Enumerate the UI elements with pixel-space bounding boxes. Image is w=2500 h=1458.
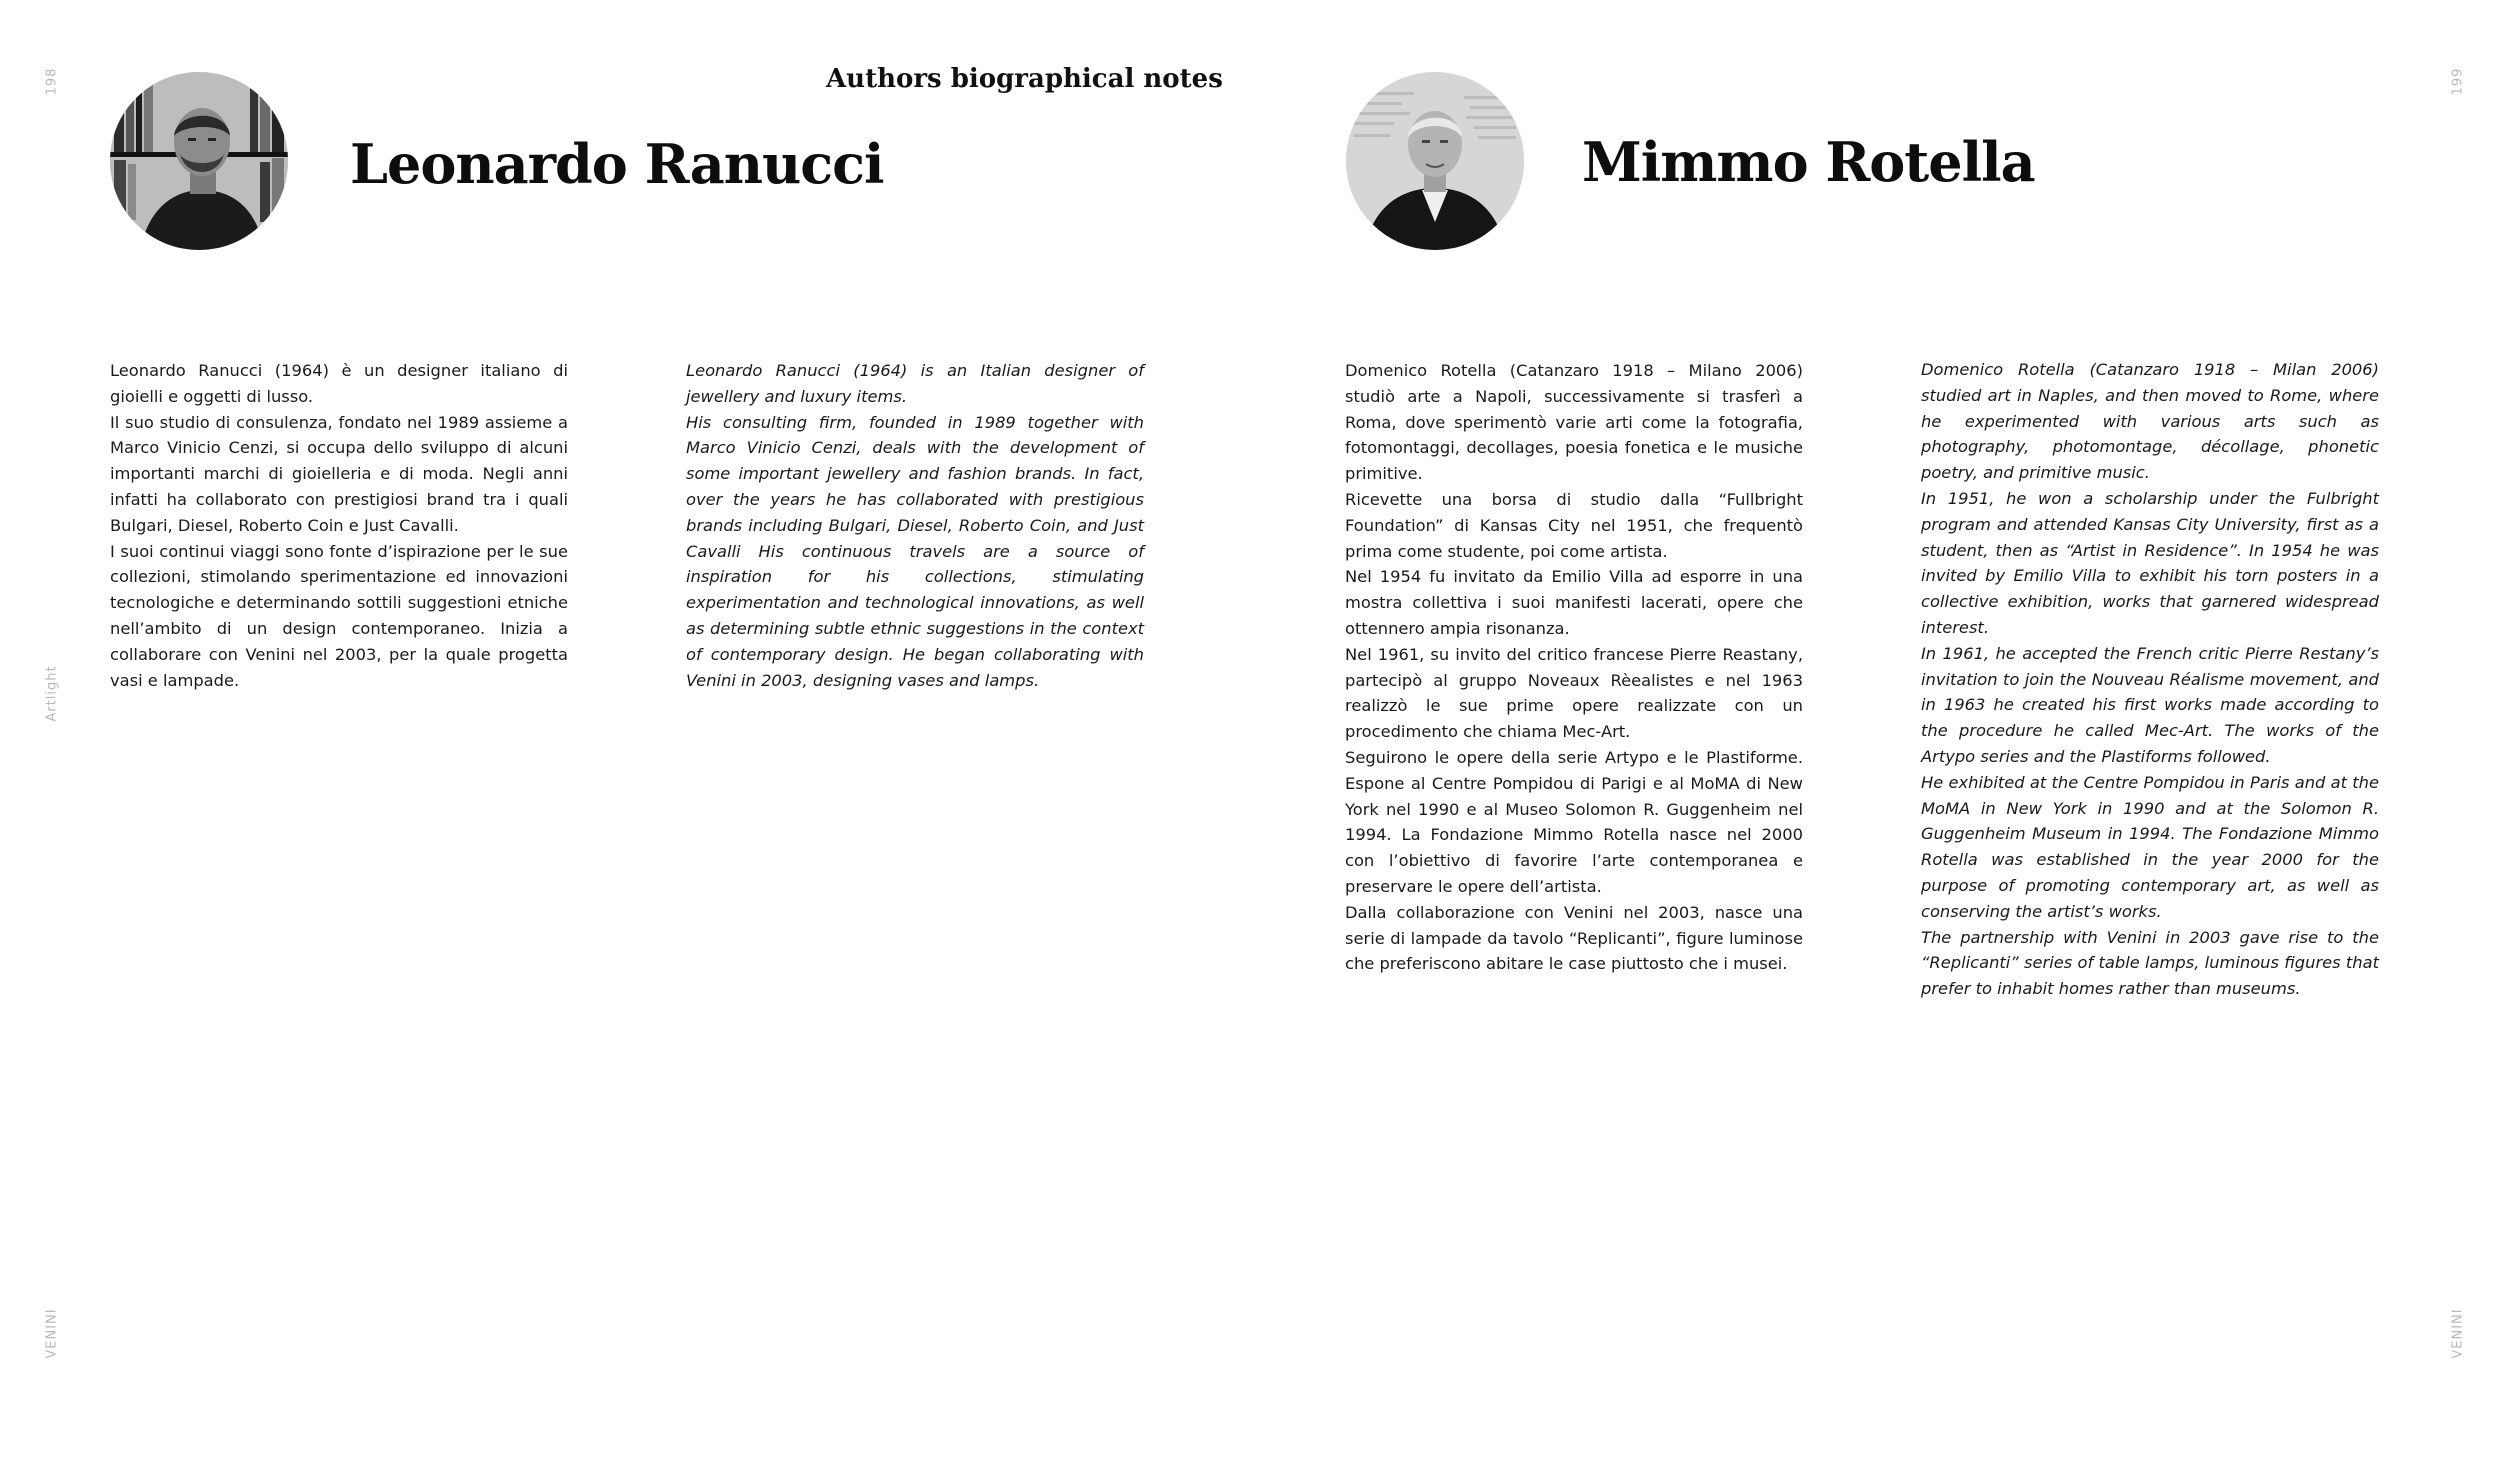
bio-paragraph: Leonardo Ranucci (1964) is an Italian designer of jewellery and luxury items. <box>686 361 1144 406</box>
rotella-portrait-illustration <box>1346 72 1524 250</box>
bio-paragraph: Ricevette una borsa di studio dalla “Fullbright Foundation” di Kansas City nel 1951, che frequentò prima come studente, poi come artista. <box>1345 489 1803 561</box>
bio-paragraph: In 1951, he won a scholarship under the Fulbright program and attended Kansas City University, first as a student, then as “Artist in Residence”. In 1954 he was invited by Emilio Villa to exhibit his torn posters in a collective exhibition, works that garnered widespread interest. <box>1921 488 2379 637</box>
page-number-left: 198 <box>44 67 60 96</box>
section-label: Artlight <box>44 665 60 722</box>
bio-paragraph: Dalla collaborazione con Venini nel 2003, nasce una serie di lampade da tavolo “Replicanti”, figure luminose che preferiscono abitare le case piuttosto che i musei. <box>1345 902 1803 974</box>
bio-rotella-italian <box>1345 358 1803 977</box>
bio-paragraph: Seguirono le opere della serie Artypo e le Plastiforme. Espone al Centre Pompidou di Parigi e al MoMA di New York nel 1990 e al Museo Solomon R. Guggenheim nel 1994. La Fondazione Mimmo Rotella nasce nel 2000 con l’obiettivo di favorire l’arte contemporanea e preservare le opere dell’artista. <box>1345 747 1803 896</box>
portrait-photo-icon <box>1346 72 1524 250</box>
bio-paragraph: Nel 1961, su invito del critico francese Pierre Reastany, partecipò al gruppo Noveaux Rèealistes e nel 1963 realizzò le sue prime opere realizzate con un procedimento che chiama Mec-Art. <box>1345 644 1803 742</box>
bio-paragraph: Domenico Rotella (Catanzaro 1918 – Milan 2006) studied art in Naples, and then moved to Rome, where he experimented with various arts such as photography, photomontage, décollage, phonetic poetry, and primitive music. <box>1921 360 2379 483</box>
bio-paragraph: His consulting firm, founded in 1989 together with Marco Vinicio Cenzi, deals with the development of some important jewellery and fashion brands. In fact, over the years he has collaborated with prestigious brands including Bulgari, Diesel, Roberto Coin, and Just Cavalli His continuous travels are a source of inspiration for his collections, stimulating experimentation and technological innovations, as well as determining subtle ethnic suggestions in the context of contemporary design. He began collaborating with Venini in 2003, designing vases and lamps. <box>686 412 1144 690</box>
bio-ranucci-english <box>686 358 1144 693</box>
bio-paragraph: In 1961, he accepted the French critic Pierre Restany’s invitation to join the Nouveau Réalisme movement, and in 1963 he created his first works made according to the procedure he called Mec-Art. The works of the Artypo series and the Plastiforms followed. <box>1921 643 2379 766</box>
bio-paragraph: The partnership with Venini in 2003 gave rise to the “Replicanti” series of table lamps, luminous figures that prefer to inhabit homes rather than museums. <box>1921 927 2379 999</box>
bio-paragraph: Nel 1954 fu invitato da Emilio Villa ad esporre in una mostra collettiva i suoi manifesti lacerati, opere che ottennero ampia risonanza. <box>1345 567 1803 638</box>
page-number-right: 199 <box>2450 67 2466 96</box>
bio-paragraph: He exhibited at the Centre Pompidou in Paris and at the MoMA in New York in 1990 and at the Solomon R. Guggenheim Museum in 1994. The Fondazione Mimmo Rotella was established in the year 2000 for the purpose of promoting contemporary art, as well as conserving the artist’s works. <box>1921 772 2379 921</box>
bio-paragraph: Leonardo Ranucci (1964) è un designer italiano di gioielli e oggetti di lusso. <box>110 361 568 406</box>
bio-paragraph: Il suo studio di consulenza, fondato nel 1989 assieme a Marco Vinicio Cenzi, si occupa dello sviluppo di alcuni importanti marchi di gioielleria e di moda. Negli anni infatti ha collaborato con prestigiosi brand tra i quali Bulgari, Diesel, Roberto Coin e Just Cavalli. <box>110 412 568 535</box>
bio-paragraph: I suoi continui viaggi sono fonte d’ispirazione per le sue collezioni, stimolando sperimentazione ed innovazioni tecnologiche e determinando sottili suggestioni etniche nell’ambito di un design contemporaneo. Inizia a collaborare con Venini nel 2003, per la quale progetta vasi e lampade. <box>110 541 568 690</box>
bio-ranucci-italian <box>110 358 568 693</box>
bio-paragraph: Domenico Rotella (Catanzaro 1918 – Milano 2006) studiò arte a Napoli, successivamente si trasferì a Roma, dove sperimentò varie arti come la fotografia, fotomontaggi, decollages, poesia fonetica e le musiche primitive. <box>1345 361 1803 484</box>
brand-label-right: VENINI <box>2450 1308 2466 1359</box>
section-title: Authors biographical notes <box>826 64 1223 94</box>
ranucci-portrait-illustration <box>110 72 288 250</box>
author-name-ranucci: Leonardo Ranucci <box>350 132 884 196</box>
bio-rotella-english <box>1921 357 2379 1002</box>
author-name-rotella: Mimmo Rotella <box>1582 130 2035 194</box>
portrait-photo-icon <box>110 72 288 250</box>
brand-label-left: VENINI <box>44 1308 60 1359</box>
